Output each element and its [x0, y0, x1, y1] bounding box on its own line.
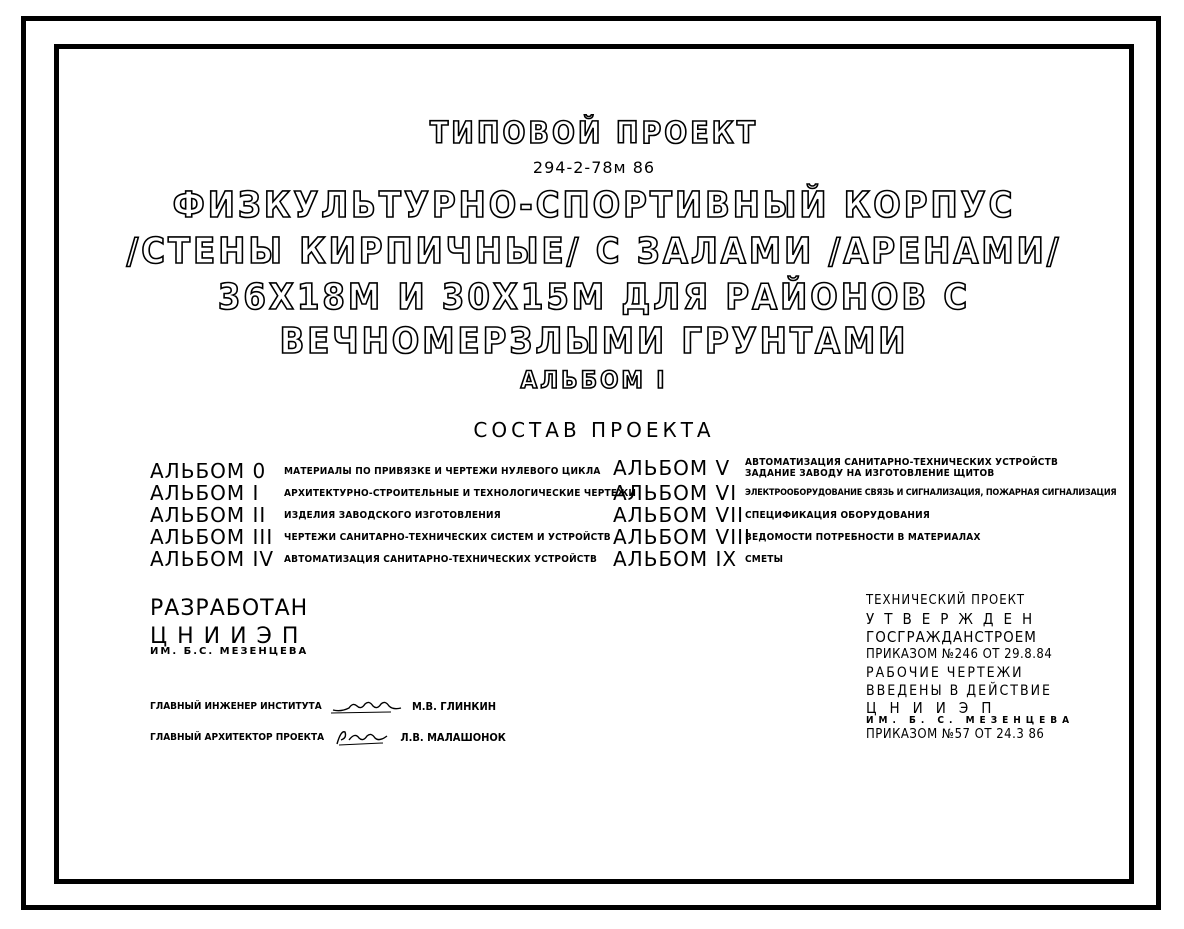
main-title-line-4: ВЕЧНОМЕРЗЛЫМИ ГРУНТАМИ: [279, 321, 909, 362]
album-row: [150, 481, 636, 503]
album-description: ИЗДЕЛИЯ ЗАВОДСКОГО ИЗГОТОВЛЕНИЯ: [284, 509, 501, 521]
album-description-line-2: ЗАДАНИЕ ЗАВОДУ НА ИЗГОТОВЛЕНИЕ ЩИТОВ: [745, 468, 995, 479]
approval-working-drawings: РАБОЧИЕ ЧЕРТЕЖИ: [866, 665, 1024, 681]
album-row: [150, 503, 501, 525]
composition-heading: СОСТАВ ПРОЕКТА: [473, 418, 715, 442]
album-name: АЛЬБОМ V: [613, 456, 731, 480]
developer-org: ЦНИИЭП: [150, 624, 309, 649]
album-description: МАТЕРИАЛЫ ПО ПРИВЯЗКЕ И ЧЕРТЕЖИ НУЛЕВОГО ЦИКЛА: [284, 465, 601, 477]
developer-org-sub: ИМ. Б.С. МЕЗЕНЦЕВА: [150, 646, 309, 657]
album-title: АЛЬБОМ I: [520, 366, 668, 394]
album-description: ЭЛЕКТРООБОРУДОВАНИЕ СВЯЗЬ И СИГНАЛИЗАЦИЯ, ПОЖАРНАЯ СИГНАЛИЗАЦИЯ: [745, 487, 1117, 498]
album-row: [150, 459, 601, 481]
approval-org: ЦНИИЭП: [866, 699, 1005, 717]
album-row: [613, 547, 783, 569]
album-description: ЧЕРТЕЖИ САНИТАРНО-ТЕХНИЧЕСКИХ СИСТЕМ И УСТРОЙСТВ: [284, 531, 611, 543]
album-name: АЛЬБОМ I: [150, 481, 260, 505]
album-description: СМЕТЫ: [745, 553, 784, 565]
signature-role: ГЛАВНЫЙ ИНЖЕНЕР ИНСТИТУТА: [150, 700, 322, 712]
signature-row: [150, 726, 506, 748]
developed-by-label: РАЗРАБОТАН: [150, 596, 309, 621]
album-description: [745, 457, 1058, 479]
album-name: АЛЬБОМ IV: [150, 547, 275, 571]
album-description: АВТОМАТИЗАЦИЯ САНИТАРНО-ТЕХНИЧЕСКИХ УСТРОЙСТВ: [284, 553, 597, 565]
project-type-title: ТИПОВОЙ ПРОЕКТ: [429, 116, 759, 151]
album-row: [150, 547, 597, 569]
approval-tech-project: ТЕХНИЧЕСКИЙ ПРОЕКТ: [866, 593, 1026, 608]
main-title-line-3: 36Х18М И 30Х15М ДЛЯ РАЙОНОВ С: [217, 277, 971, 318]
approval-approved: УТВЕРЖДЕН: [866, 610, 1043, 628]
album-row: [613, 456, 1058, 482]
approval-put-into-effect: ВВЕДЕНЫ В ДЕЙСТВИЕ: [866, 683, 1052, 699]
album-row: [613, 481, 1116, 503]
album-row: [613, 503, 930, 525]
handwritten-signature-icon: [331, 696, 403, 716]
approval-block: [866, 592, 1074, 744]
album-name: АЛЬБОМ II: [150, 503, 267, 527]
approval-order-1: ПРИКАЗОМ №246 ОТ 29.8.84: [866, 647, 1053, 662]
album-name: АЛЬБОМ VIII: [613, 525, 751, 549]
album-description: СПЕЦИФИКАЦИЯ ОБОРУДОВАНИЯ: [745, 509, 931, 521]
album-row: [613, 525, 981, 547]
main-title-line-1: ФИЗКУЛЬТУРНО-СПОРТИВНЫЙ КОРПУС: [172, 185, 1016, 226]
main-title-line-2: /СТЕНЫ КИРПИЧНЫЕ/ С ЗАЛАМИ /АРЕНАМИ/: [126, 231, 1062, 272]
album-description: ВЕДОМОСТИ ПОТРЕБНОСТИ В МАТЕРИАЛАХ: [745, 531, 981, 543]
signature-row: [150, 696, 496, 716]
album-name: АЛЬБОМ VII: [613, 503, 744, 527]
album-name: АЛЬБОМ III: [150, 525, 274, 549]
approval-order-2: ПРИКАЗОМ №57 ОТ 24.3 86: [866, 727, 1045, 742]
album-description-line-1: АВТОМАТИЗАЦИЯ САНИТАРНО-ТЕХНИЧЕСКИХ УСТРОЙСТВ: [745, 457, 1058, 468]
approval-authority: ГОСГРАЖДАНСТРОЕМ: [866, 628, 1037, 646]
album-row: [150, 525, 611, 547]
album-description: АРХИТЕКТУРНО-СТРОИТЕЛЬНЫЕ И ТЕХНОЛОГИЧЕСКИЕ ЧЕРТЕЖИ: [284, 487, 637, 499]
approval-org-sub: ИМ. Б. С. МЕЗЕНЦЕВА: [866, 715, 1075, 726]
album-name: АЛЬБОМ VI: [613, 481, 738, 505]
signature-role: ГЛАВНЫЙ АРХИТЕКТОР ПРОЕКТА: [150, 731, 325, 743]
signature-person: М.В. ГЛИНКИН: [411, 699, 497, 713]
album-name: АЛЬБОМ IX: [613, 547, 738, 571]
album-name: АЛЬБОМ 0: [150, 459, 267, 483]
signature-person: Л.В. МАЛАШОНОК: [400, 730, 506, 744]
project-code: 294-2-78м 86: [532, 158, 656, 177]
handwritten-signature-icon: [333, 726, 391, 748]
